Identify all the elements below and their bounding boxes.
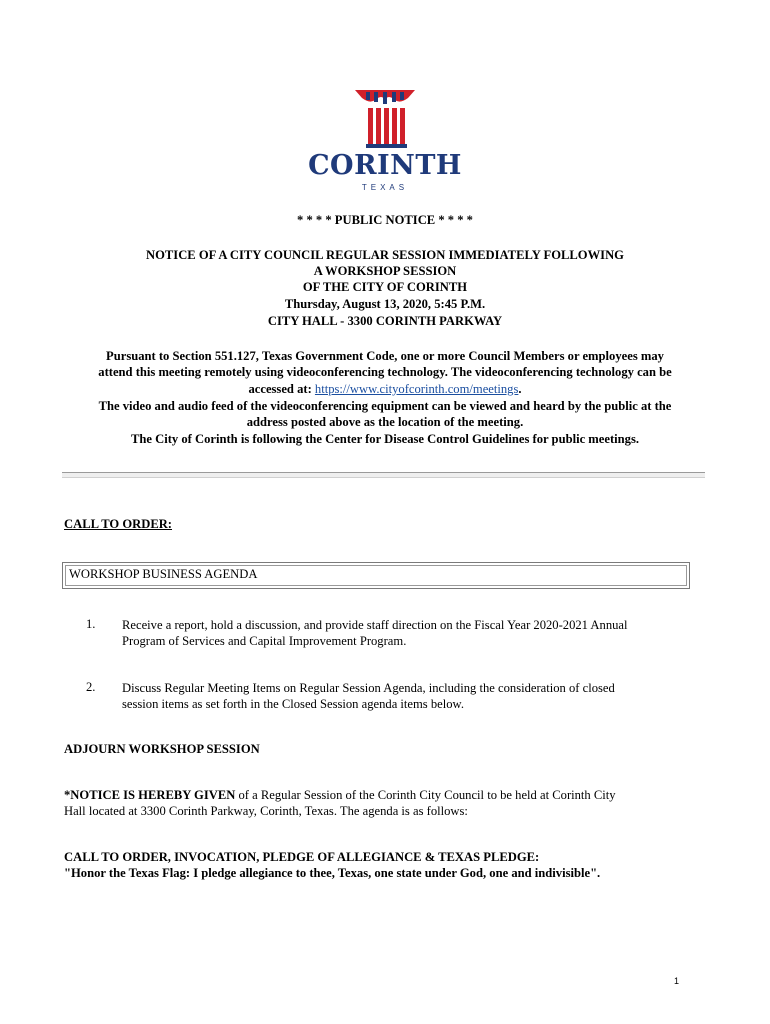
notice-heading-line-3: OF THE CITY OF CORINTH <box>302 280 468 294</box>
regular-notice-line-2: Hall located at 3300 Corinth Parkway, Corinth, Texas. The agenda is as follows: <box>64 804 468 818</box>
notice-given-label: *NOTICE IS HEREBY GIVEN <box>64 788 236 802</box>
remote-notice-line-2: attend this meeting remotely using videoconferencing technology. The videoconferencing technology can be <box>98 365 672 379</box>
meetings-link[interactable]: https://www.cityofcorinth.com/meetings <box>314 382 519 396</box>
remote-notice-line-3 <box>40 381 730 397</box>
adjourn-heading: ADJOURN WORKSHOP SESSION <box>64 742 260 756</box>
page-number: 1 <box>674 976 680 986</box>
public-notice-banner: * * * * PUBLIC NOTICE * * * * <box>297 213 473 227</box>
pledge-heading: CALL TO ORDER, INVOCATION, PLEDGE OF ALLEGIANCE & TEXAS PLEDGE: <box>64 850 540 864</box>
call-to-order-heading: CALL TO ORDER: <box>64 517 173 531</box>
regular-notice-line-1 <box>64 787 616 803</box>
remote-notice-line-4: The video and audio feed of the videoconferencing equipment can be viewed and heard by the public at the <box>98 399 672 413</box>
meeting-location: CITY HALL - 3300 CORINTH PARKWAY <box>267 314 503 328</box>
agenda-item-2 <box>122 680 692 712</box>
agenda-item-number: 2. <box>86 680 96 694</box>
notice-heading-line-2: A WORKSHOP SESSION <box>313 264 457 278</box>
logo-wordmark: CORINTH <box>308 150 462 181</box>
texas-pledge-text: "Honor the Texas Flag: I pledge allegiance to thee, Texas, one state under God, one and indivisible". <box>64 866 601 880</box>
regular-notice-text: of a Regular Session of the Corinth City Council to be held at Corinth City <box>235 788 616 802</box>
workshop-agenda-box <box>62 562 690 589</box>
agenda-item-number: 1. <box>86 617 96 631</box>
workshop-agenda-title: WORKSHOP BUSINESS AGENDA <box>69 567 258 581</box>
agenda-item-1-line-2: Program of Services and Capital Improvement Program. <box>122 634 407 648</box>
corinth-logo <box>300 88 470 198</box>
regular-session-notice <box>64 787 616 819</box>
agenda-item-1-line-1: Receive a report, hold a discussion, and provide staff direction on the Fiscal Year 2020-2021 Annual <box>122 618 628 632</box>
remote-notice-prefix: accessed at: <box>248 382 315 396</box>
remote-notice-line-5: address posted above as the location of the meeting. <box>246 415 524 429</box>
logo-subtitle: TEXAS <box>361 183 409 192</box>
agenda-item-1 <box>122 617 692 649</box>
meeting-date: Thursday, August 13, 2020, 5:45 P.M. <box>284 297 486 311</box>
cdc-guidelines-notice: The City of Corinth is following the Center for Disease Control Guidelines for public meetings. <box>130 432 640 446</box>
notice-heading-line-1: NOTICE OF A CITY COUNCIL REGULAR SESSION IMMEDIATELY FOLLOWING <box>146 248 624 262</box>
column-emblem-icon <box>300 88 470 150</box>
remote-notice-line-1: Pursuant to Section 551.127, Texas Government Code, one or more Council Members or employees may <box>106 349 664 363</box>
remote-notice-suffix: . <box>518 382 522 396</box>
agenda-item-2-line-2: session items as set forth in the Closed Session agenda items below. <box>122 697 464 711</box>
section-divider <box>62 472 705 478</box>
agenda-item-2-line-1: Discuss Regular Meeting Items on Regular Session Agenda, including the consideration of closed <box>122 681 615 695</box>
